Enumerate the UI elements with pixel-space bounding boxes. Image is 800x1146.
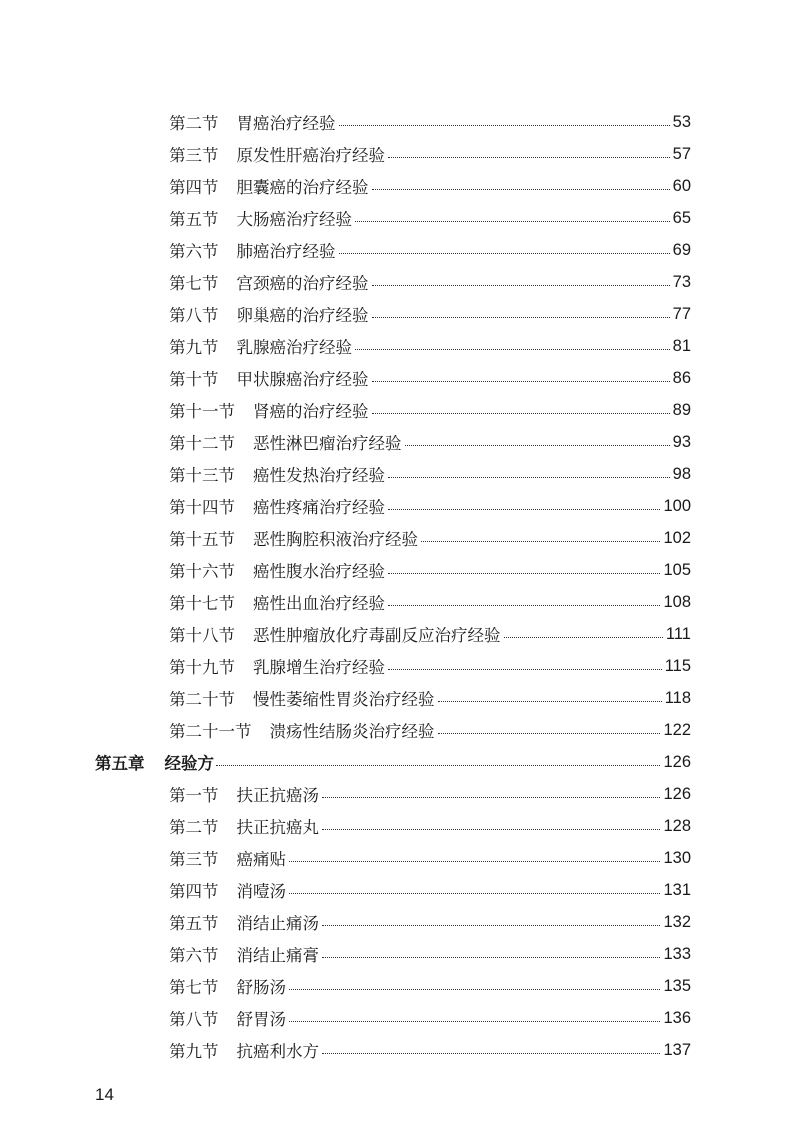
toc-dot-leader <box>372 413 670 414</box>
toc-page-number: 115 <box>664 656 691 675</box>
toc-title: 胆囊癌的治疗经验 <box>236 178 369 197</box>
toc-page-number: 108 <box>663 592 691 611</box>
toc-section-label: 第十六节 <box>169 562 235 581</box>
toc-page-number: 57 <box>672 144 691 163</box>
toc-section-row <box>0 874 691 906</box>
toc-page-number: 126 <box>663 784 691 803</box>
toc-title: 癌性出血治疗经验 <box>253 594 385 613</box>
toc-section-label: 第六节 <box>169 242 219 261</box>
toc-title: 宫颈癌的治疗经验 <box>236 274 369 293</box>
toc-section-row <box>0 522 691 554</box>
toc-dot-leader <box>289 989 660 990</box>
toc-chapter-row <box>0 746 691 778</box>
toc-title: 肾癌的治疗经验 <box>253 402 369 421</box>
toc-title: 恶性淋巴瘤治疗经验 <box>253 434 402 453</box>
toc-section-row <box>0 810 691 842</box>
toc-page-number: 89 <box>672 400 691 419</box>
toc-title: 抗癌利水方 <box>236 1042 319 1061</box>
toc-section-row <box>0 490 691 522</box>
toc-title: 胃癌治疗经验 <box>236 114 336 133</box>
toc-section-label: 第八节 <box>169 306 219 325</box>
toc-dot-leader <box>438 733 661 734</box>
toc-page-number: 111 <box>665 624 691 643</box>
toc-page-number: 77 <box>672 304 691 323</box>
toc-section-label: 第四节 <box>169 178 219 197</box>
toc-dot-leader <box>289 861 660 862</box>
toc-section-row <box>0 266 691 298</box>
toc-section-row <box>0 1034 691 1066</box>
toc-section-row <box>0 778 691 810</box>
toc-title: 经验方 <box>164 754 214 773</box>
toc-page-number: 69 <box>672 240 691 259</box>
toc-dot-leader <box>388 509 660 510</box>
toc-section-row <box>0 938 691 970</box>
toc-section-row <box>0 906 691 938</box>
toc-title: 甲状腺癌治疗经验 <box>236 370 369 389</box>
toc-section-label: 第二十节 <box>169 690 235 709</box>
toc-dot-leader <box>372 317 670 318</box>
toc-title: 大肠癌治疗经验 <box>236 210 352 229</box>
toc-dot-leader <box>372 285 670 286</box>
toc-section-label: 第五节 <box>169 914 219 933</box>
toc-section-label: 第十节 <box>169 370 219 389</box>
toc-section-label: 第十二节 <box>169 434 235 453</box>
toc-page-number: 53 <box>672 112 691 131</box>
toc-section-row <box>0 682 691 714</box>
toc-title: 舒肠汤 <box>236 978 286 997</box>
toc-dot-leader <box>289 1021 660 1022</box>
toc-dot-leader <box>355 349 670 350</box>
toc-title: 溃疡性结肠炎治疗经验 <box>269 722 435 741</box>
toc-section-label: 第二节 <box>169 818 219 837</box>
toc-page-number: 81 <box>672 336 691 355</box>
toc-dot-leader <box>322 829 660 830</box>
toc-dot-leader <box>355 221 670 222</box>
toc-page-number: 98 <box>672 464 691 483</box>
toc-dot-leader <box>372 189 670 190</box>
toc-section-label: 第十一节 <box>169 402 235 421</box>
toc-title: 原发性肝癌治疗经验 <box>236 146 385 165</box>
toc-section-label: 第九节 <box>169 338 219 357</box>
toc-section-row <box>0 458 691 490</box>
toc-section-row <box>0 202 691 234</box>
toc-title: 消噎汤 <box>236 882 286 901</box>
toc-section-row <box>0 426 691 458</box>
toc-page-number: 133 <box>663 944 691 963</box>
toc-dot-leader <box>216 765 660 766</box>
toc-section-label: 第二节 <box>169 114 219 133</box>
page-number: 14 <box>95 1085 114 1104</box>
toc-dot-leader <box>388 477 670 478</box>
toc-title: 乳腺癌治疗经验 <box>236 338 352 357</box>
toc-dot-leader <box>388 157 670 158</box>
toc-title: 扶正抗癌丸 <box>236 818 319 837</box>
toc-section-label: 第七节 <box>169 978 219 997</box>
toc-section-label: 第五节 <box>169 210 219 229</box>
toc-section-label: 第三节 <box>169 850 219 869</box>
toc-section-label: 第二十一节 <box>169 722 252 741</box>
toc-section-label: 第一节 <box>169 786 219 805</box>
toc-page-number: 118 <box>664 688 691 707</box>
toc-title: 乳腺增生治疗经验 <box>253 658 385 677</box>
toc-page-number: 86 <box>672 368 691 387</box>
toc-page-number: 102 <box>663 528 691 547</box>
toc-title: 恶性胸腔积液治疗经验 <box>253 530 418 549</box>
toc-page-number: 131 <box>663 880 691 899</box>
toc-section-row <box>0 138 691 170</box>
toc-section-row <box>0 586 691 618</box>
toc-page-number: 128 <box>663 816 691 835</box>
toc-title: 癌性发热治疗经验 <box>253 466 385 485</box>
toc-section-row <box>0 362 691 394</box>
toc-section-row <box>0 394 691 426</box>
toc-title: 卵巢癌的治疗经验 <box>236 306 369 325</box>
toc-chapter-label: 第五章 <box>95 754 145 773</box>
toc-section-label: 第八节 <box>169 1010 219 1029</box>
toc-section-row <box>0 650 691 682</box>
toc-section-row <box>0 1002 691 1034</box>
toc-section-label: 第四节 <box>169 882 219 901</box>
toc-section-label: 第十九节 <box>169 658 235 677</box>
toc-dot-leader <box>388 669 662 670</box>
toc-dot-leader <box>322 797 660 798</box>
toc-dot-leader <box>388 605 660 606</box>
toc-title: 癌性疼痛治疗经验 <box>253 498 385 517</box>
toc-section-row <box>0 298 691 330</box>
toc-dot-leader <box>322 957 660 958</box>
toc-page-number: 100 <box>663 496 691 515</box>
toc-page-number: 60 <box>672 176 691 195</box>
toc-title: 慢性萎缩性胃炎治疗经验 <box>253 690 435 709</box>
toc-page-number: 65 <box>672 208 691 227</box>
toc-dot-leader <box>438 701 662 702</box>
toc-title: 消结止痛膏 <box>236 946 319 965</box>
toc-dot-leader <box>339 125 670 126</box>
toc-section-label: 第十八节 <box>169 626 235 645</box>
toc-page-number: 135 <box>663 976 691 995</box>
toc-section-label: 第十四节 <box>169 498 235 517</box>
toc-page-number: 126 <box>663 752 691 771</box>
toc-page-number: 130 <box>663 848 691 867</box>
toc-dot-leader <box>405 445 670 446</box>
toc-section-label: 第九节 <box>169 1042 219 1061</box>
toc-section-row <box>0 234 691 266</box>
toc-section-label: 第六节 <box>169 946 219 965</box>
toc-page-number: 136 <box>663 1008 691 1027</box>
toc-section-row <box>0 970 691 1002</box>
toc-dot-leader <box>388 573 660 574</box>
toc-section-row <box>0 618 691 650</box>
toc-section-label: 第七节 <box>169 274 219 293</box>
toc-title: 舒胃汤 <box>236 1010 286 1029</box>
toc-dot-leader <box>421 541 660 542</box>
toc-title: 恶性肿瘤放化疗毒副反应治疗经验 <box>253 626 501 645</box>
toc-title: 消结止痛汤 <box>236 914 319 933</box>
toc-section-label: 第十三节 <box>169 466 235 485</box>
toc-section-row <box>0 554 691 586</box>
toc-section-row <box>0 714 691 746</box>
toc-page-number: 73 <box>672 272 691 291</box>
toc-section-label: 第三节 <box>169 146 219 165</box>
toc-section-row <box>0 170 691 202</box>
toc-section-row <box>0 842 691 874</box>
toc-dot-leader <box>322 1053 660 1054</box>
toc-section-row <box>0 330 691 362</box>
toc-dot-leader <box>339 253 670 254</box>
table-of-contents <box>0 106 800 1066</box>
toc-section-label: 第十五节 <box>169 530 235 549</box>
toc-dot-leader <box>504 637 663 638</box>
toc-dot-leader <box>322 925 660 926</box>
toc-section-row <box>0 106 691 138</box>
toc-page-number: 93 <box>672 432 691 451</box>
toc-dot-leader <box>372 381 670 382</box>
toc-page-number: 132 <box>663 912 691 931</box>
toc-dot-leader <box>289 893 660 894</box>
toc-page-number: 105 <box>663 560 691 579</box>
toc-page-number: 122 <box>663 720 691 739</box>
toc-title: 癌痛贴 <box>236 850 286 869</box>
toc-section-label: 第十七节 <box>169 594 235 613</box>
toc-page-number: 137 <box>663 1040 691 1059</box>
toc-title: 癌性腹水治疗经验 <box>253 562 385 581</box>
toc-title: 肺癌治疗经验 <box>236 242 336 261</box>
toc-title: 扶正抗癌汤 <box>236 786 319 805</box>
